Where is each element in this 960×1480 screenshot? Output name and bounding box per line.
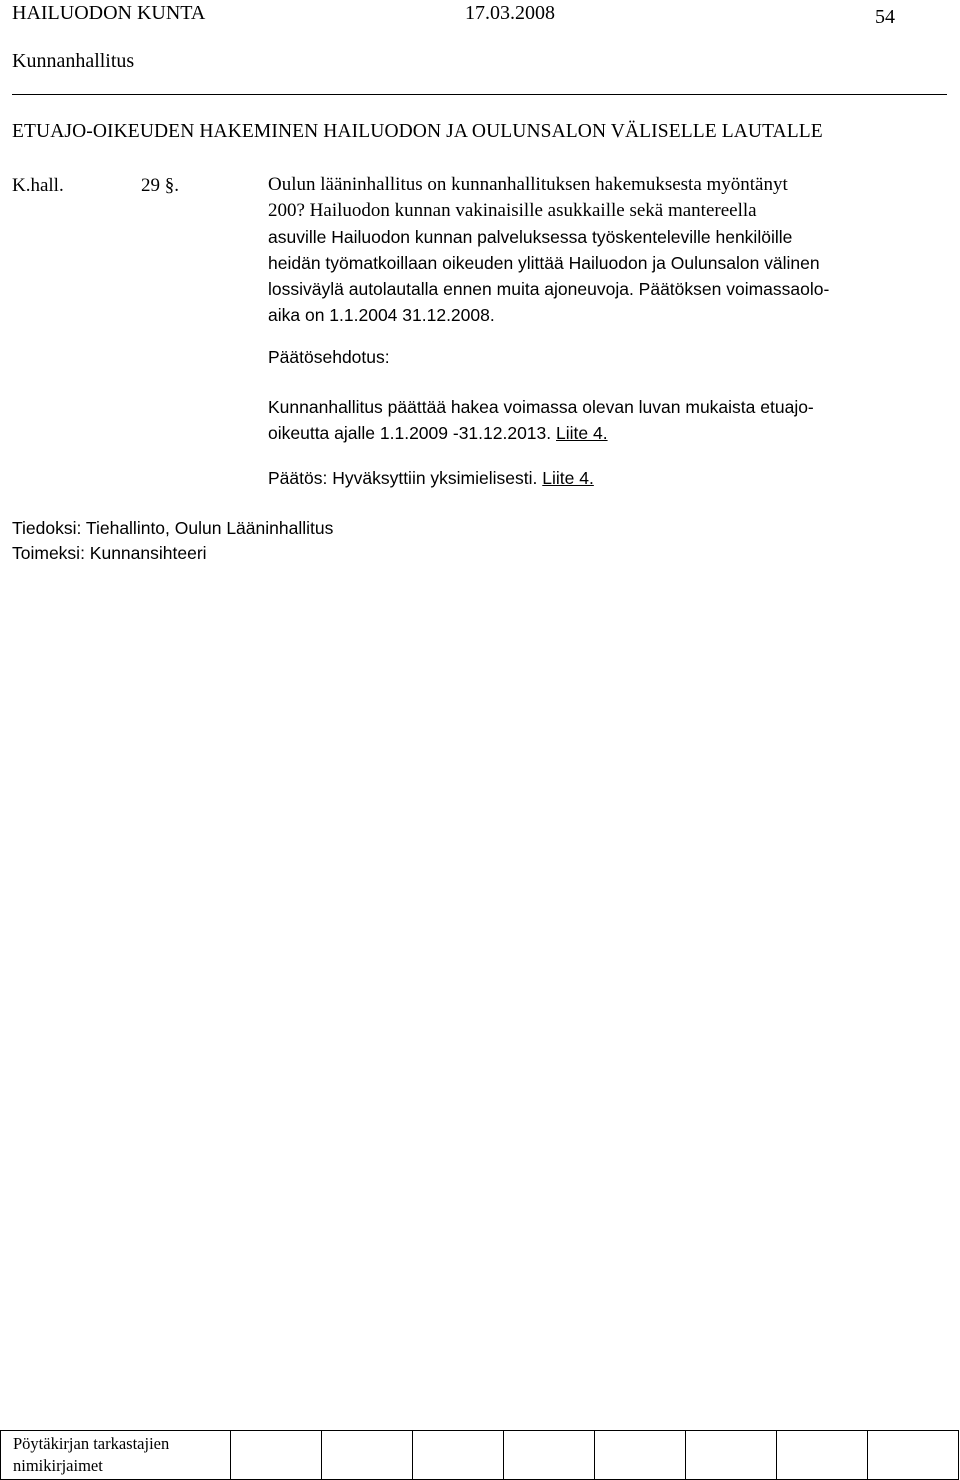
signature-table <box>0 1430 959 1480</box>
paragraph-line: lossiväylä autolautalla ennen muita ajoneuvoja. Päätöksen voimassaolo- <box>268 279 830 299</box>
header-date: 17.03.2008 <box>465 2 555 24</box>
page-number: 54 <box>875 6 895 28</box>
initials-cell <box>595 1431 686 1480</box>
execution-note: Toimeksi: Kunnansihteeri <box>12 543 207 563</box>
proposal-label: Päätösehdotus: <box>268 347 390 367</box>
signature-label-line: Pöytäkirjan tarkastajien <box>13 1434 170 1453</box>
section-number: 29 §. <box>141 175 179 196</box>
proposal-paragraph <box>268 394 908 446</box>
document-title: ETUAJO-OIKEUDEN HAKEMINEN HAILUODON JA OULUNSALON VÄLISELLE LAUTALLE <box>12 121 823 142</box>
header-municipality: HAILUODON KUNTA <box>12 2 206 24</box>
paragraph-line: 200? Hailuodon kunnan vakinaisille asukkaille sekä mantereella <box>268 200 757 221</box>
initials-cell <box>504 1431 595 1480</box>
initials-cell <box>413 1431 504 1480</box>
proposal-line-text: oikeutta ajalle 1.1.2009 -31.12.2013. <box>268 423 552 443</box>
paragraph-line: aika on 1.1.2004 31.12.2008. <box>268 305 495 325</box>
proposal-attachment-link[interactable]: Liite 4. <box>556 423 608 443</box>
section-reference: K.hall. <box>12 175 64 196</box>
initials-cell <box>231 1431 322 1480</box>
proposal-line-2 <box>268 420 908 446</box>
section-paragraph <box>268 172 908 328</box>
decision-text: Päätös: Hyväksyttiin yksimielisesti. <box>268 468 538 488</box>
initials-cell <box>777 1431 868 1480</box>
initials-cell <box>322 1431 413 1480</box>
signature-label-line: nimikirjaimet <box>13 1456 103 1475</box>
initials-cell <box>686 1431 777 1480</box>
distribution-note: Tiedoksi: Tiehallinto, Oulun Lääninhallitus <box>12 518 334 538</box>
proposal-line: Kunnanhallitus päättää hakea voimassa olevan luvan mukaista etuajo- <box>268 397 814 417</box>
initials-cell <box>868 1431 959 1480</box>
paragraph-line: Oulun lääninhallitus on kunnanhallituksen hakemuksesta myöntänyt <box>268 174 788 195</box>
paragraph-line: heidän työmatkoillaan oikeuden ylittää Hailuodon ja Oulunsalon välinen <box>268 253 820 273</box>
header-governing-body: Kunnanhallitus <box>12 50 135 72</box>
decision <box>268 468 594 489</box>
decision-attachment-link[interactable]: Liite 4. <box>542 468 594 488</box>
signature-label-cell <box>1 1431 231 1480</box>
header-divider <box>12 94 947 95</box>
paragraph-line: asuville Hailuodon kunnan palveluksessa työskenteleville henkilöille <box>268 227 793 247</box>
